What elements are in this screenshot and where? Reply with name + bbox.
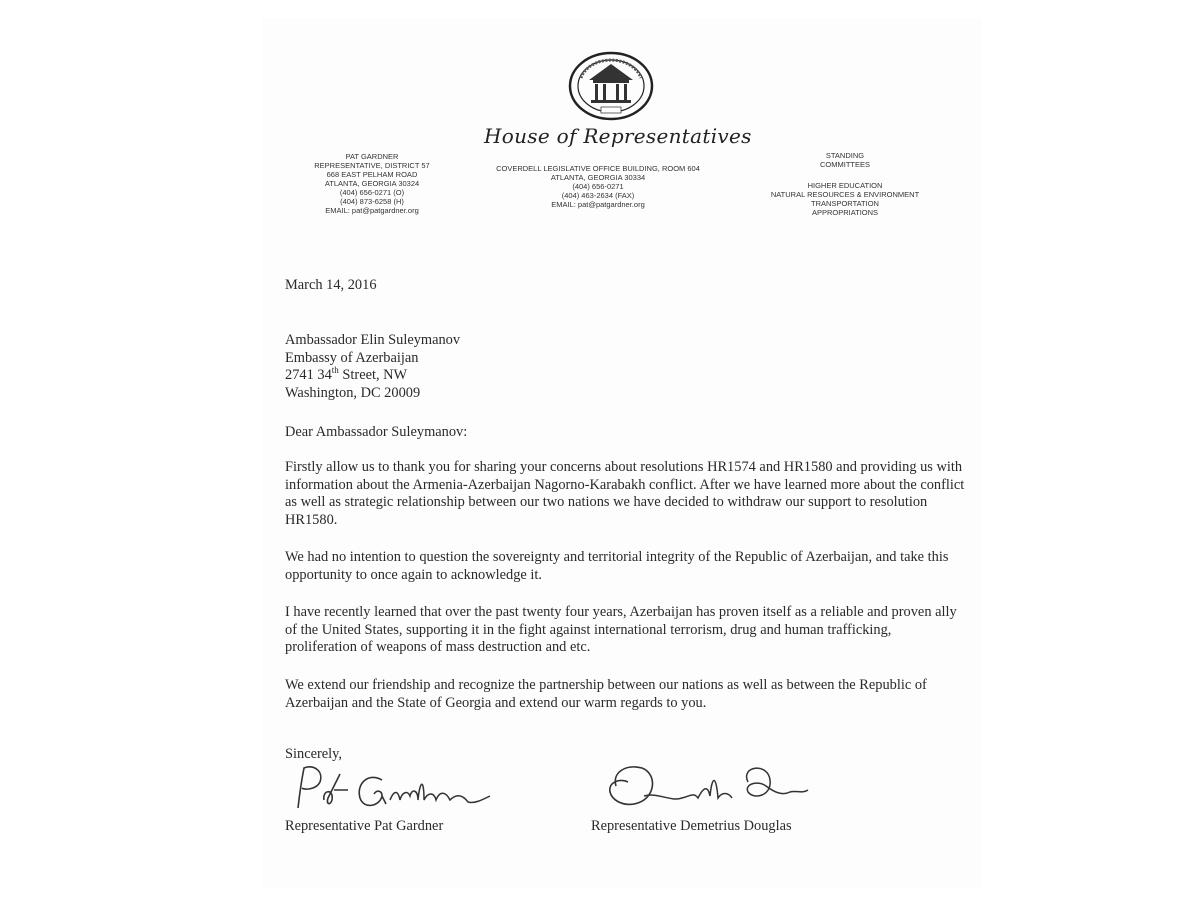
signature-pat-gardner (290, 760, 505, 820)
recipient-name: Ambassador Elin Suleymanov (285, 332, 461, 348)
sender-name: PAT GARDNER (345, 152, 399, 161)
sender-phone-home: (404) 873-6258 (H) (340, 197, 404, 206)
committees-heading-1: STANDING (825, 151, 865, 160)
committees-heading-2: COMMITTEES (820, 160, 870, 169)
letter-date: March 14, 2016 (285, 277, 377, 293)
body-paragraph: We extend our friendship and recognize the partnership between our nations as well as between the Republic of Azerbaijan and the State of Georgia and extend our warm regards to you. (285, 677, 927, 711)
office-phone: (404) 656-0271 (572, 182, 624, 191)
closing: Sincerely, (285, 746, 343, 762)
sender-address-block (272, 152, 472, 215)
signature-demetrius-douglas (598, 756, 828, 820)
recipient-city: Washington, DC 20009 (285, 384, 421, 401)
sender-email: EMAIL: pat@patgardner.org (325, 206, 419, 215)
office-address-block (478, 164, 718, 209)
recipient-address (285, 332, 965, 402)
office-building: COVERDELL LEGISLATIVE OFFICE BUILDING, ROOM 604 (496, 164, 700, 173)
salutation: Dear Ambassador Suleymanov: (285, 424, 468, 440)
committee-item: NATURAL RESOURCES & ENVIRONMENT (770, 190, 920, 199)
committee-item: APPROPRIATIONS (811, 208, 879, 217)
sender-phone-office: (404) 656-0271 (O) (339, 188, 405, 197)
office-email: EMAIL: pat@patgardner.org (551, 200, 645, 209)
body-paragraph: We had no intention to question the sovereignty and territorial integrity of the Republic of Azerbaijan, and take this opportunity to once again to acknowledge it. (285, 549, 949, 583)
signatory-name: Representative Pat Gardner (285, 818, 444, 834)
sender-city: ATLANTA, GEORGIA 30324 (324, 179, 420, 188)
committees-block (740, 151, 950, 217)
committee-item: HIGHER EDUCATION (807, 181, 883, 190)
committee-item: TRANSPORTATION (811, 199, 879, 208)
office-fax: (404) 463-2634 (FAX) (561, 191, 635, 200)
recipient-org: Embassy of Azerbaijan (285, 349, 419, 366)
body-paragraph: Firstly allow us to thank you for sharing your concerns about resolutions HR1574 and HR1580 and providing us with information about the Armenia-Azerbaijan Nagorno-Karabakh conflict. After we have learned more about the conflict as well as strategic relationship between our two nations we have decided to withdraw our support to resolution HR1580. (285, 459, 965, 528)
sender-district: REPRESENTATIVE, DISTRICT 57 (314, 161, 430, 170)
body-paragraph: I have recently learned that over the past twenty four years, Azerbaijan has proven itself as a reliable and proven ally of the United States, supporting it in the fight against international terrorism, drug and human trafficking, proliferation of weapons of mass destruction and etc. (285, 604, 957, 655)
signatory-name: Representative Demetrius Douglas (591, 818, 792, 834)
sender-street: 668 EAST PELHAM ROAD (326, 170, 418, 179)
state-seal-icon (567, 50, 655, 122)
letterhead-title: House of Representatives (484, 124, 752, 148)
recipient-street: 2741 34th Street, NW (285, 365, 408, 383)
office-city: ATLANTA, GEORGIA 30334 (550, 173, 646, 182)
